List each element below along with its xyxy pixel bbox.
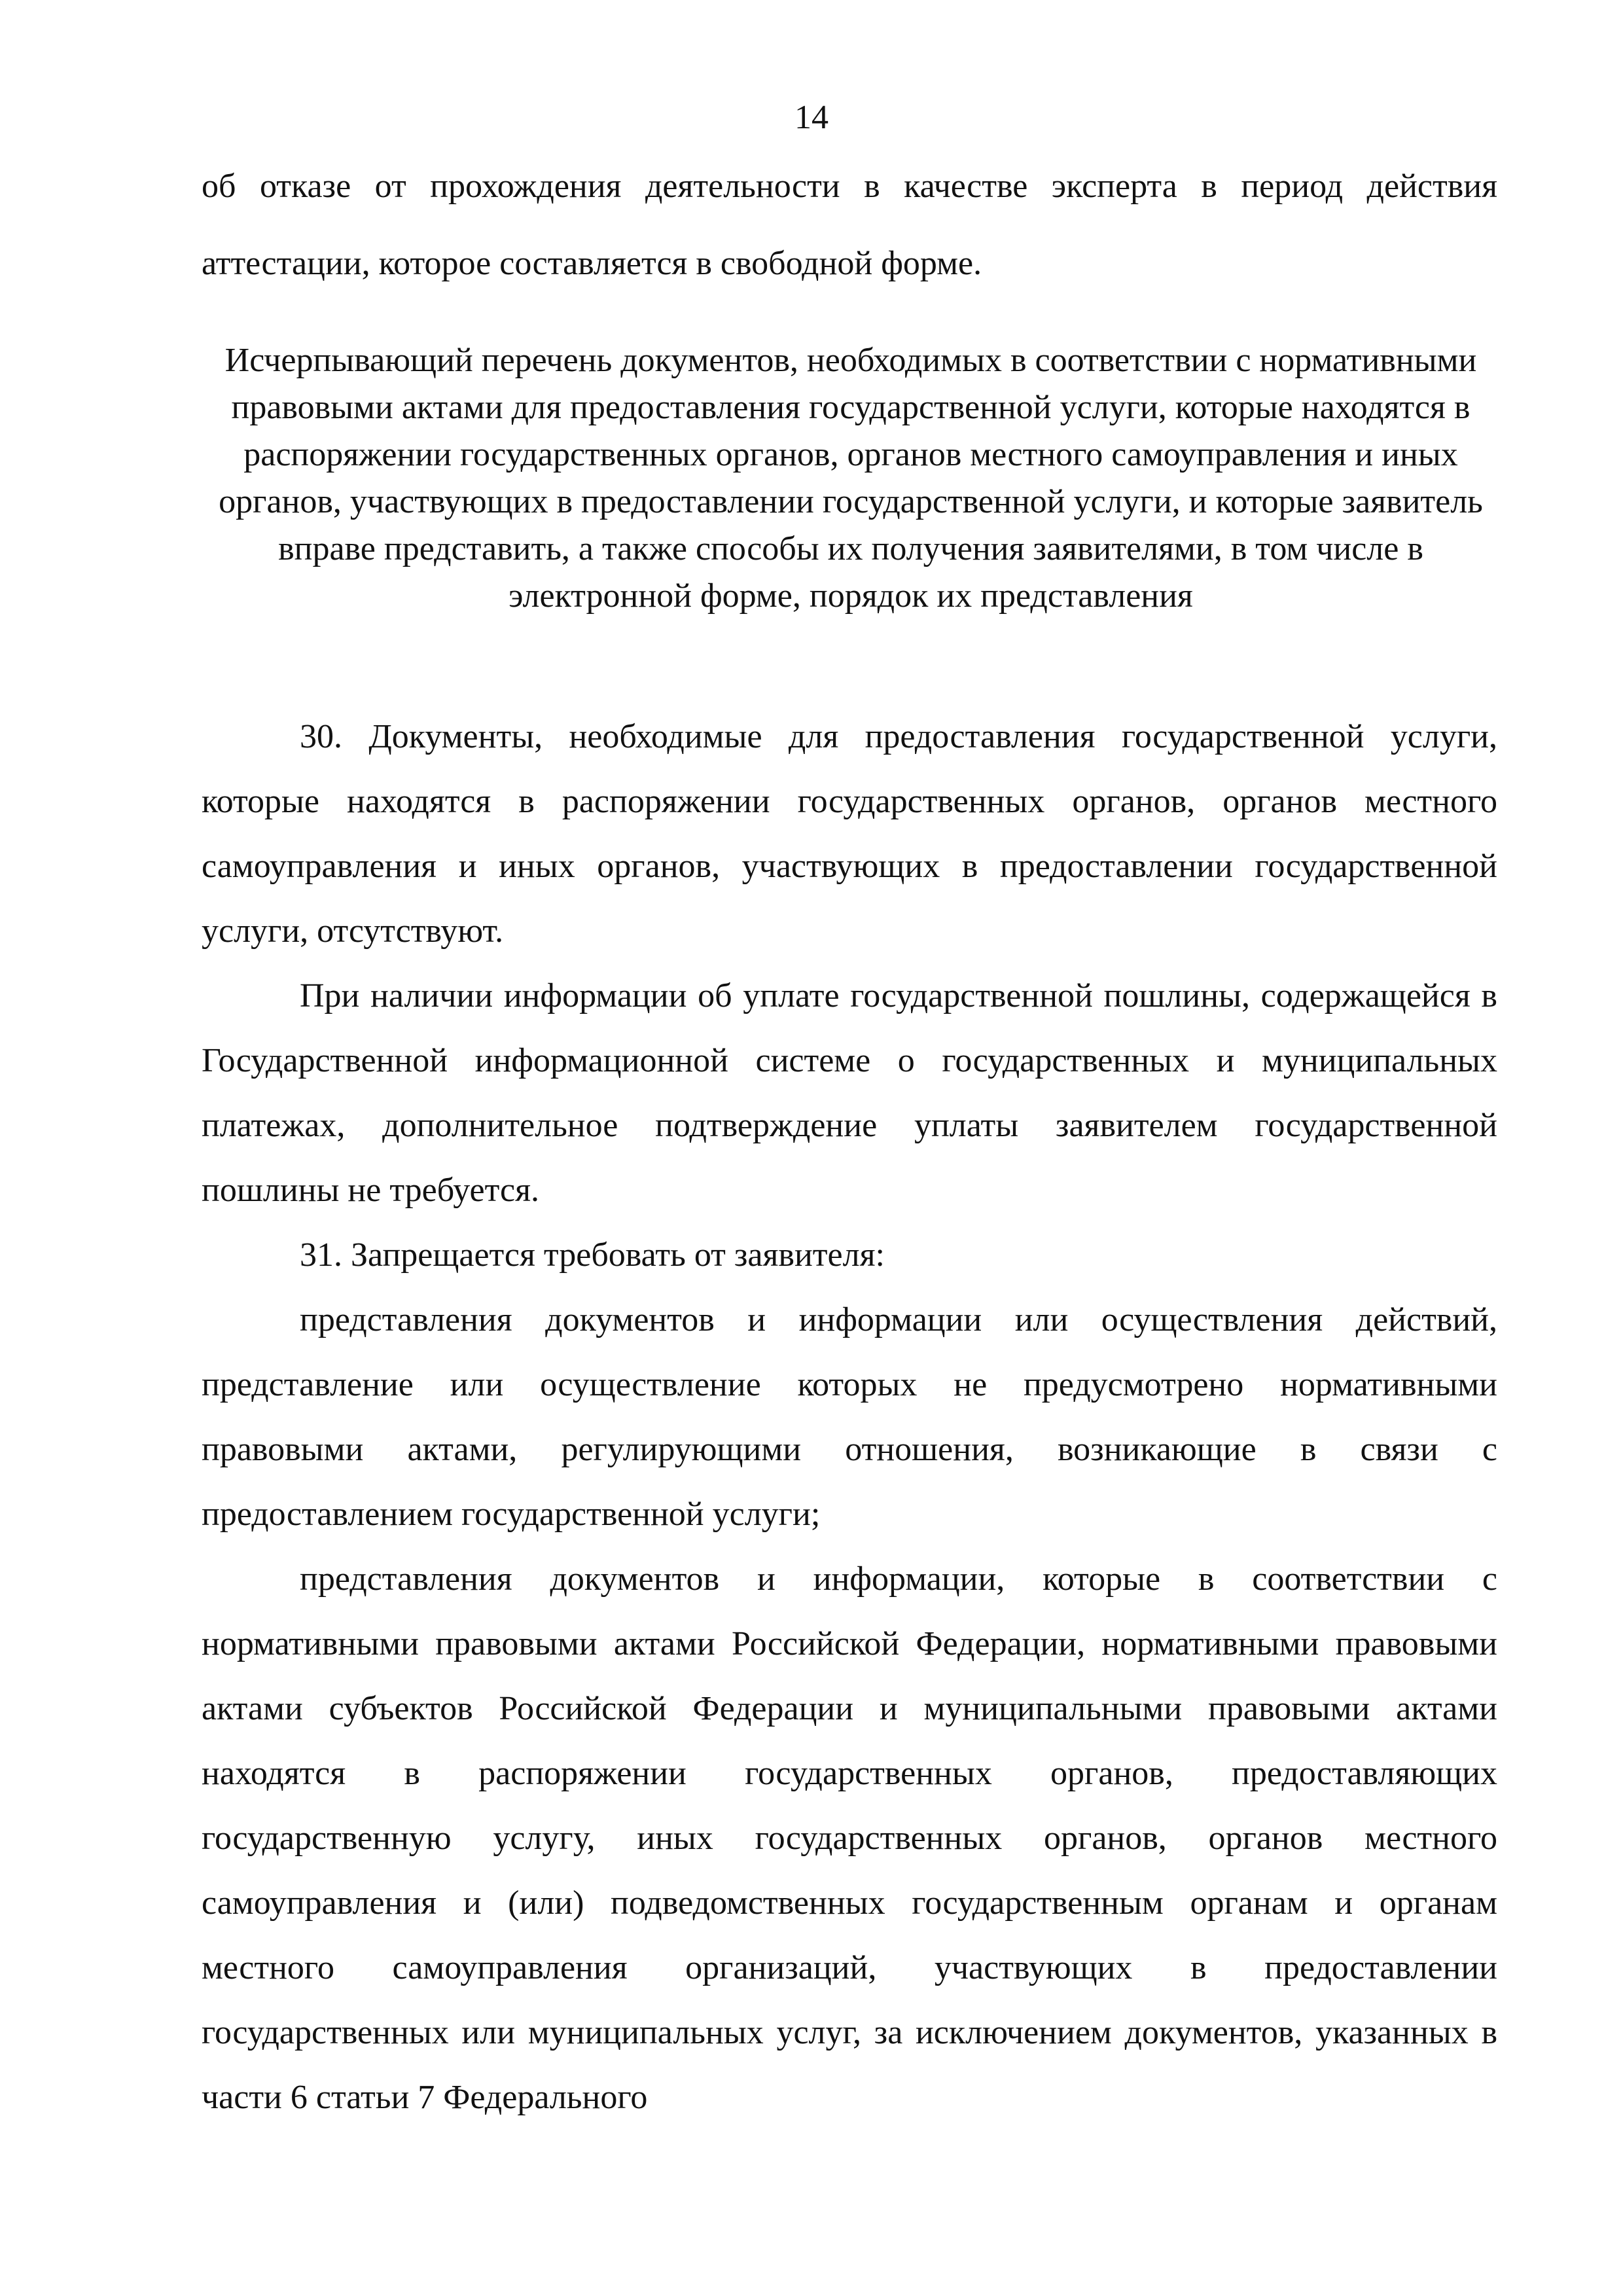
paragraph-30: 30. Документы, необходимые для предоставления государственной услуги, которые находятся в распоряжении государственных органов, органов местного самоуправления и иных органов, участвующих в предоставлении государственной услуги, отсутствуют. bbox=[202, 718, 1497, 950]
paragraph-state-fee: При наличии информации об уплате государственной пошлины, содержащейся в Государственной информационной системе о государственных и муниципальных платежах, дополнительное подтверждение уплаты заявителем государственной пошлины не требуется. bbox=[202, 977, 1497, 1209]
section-heading bbox=[196, 337, 1505, 620]
paragraph-31-item-1: представления документов и информации или осуществления действий, представление или осуществление которых не предусмотрено нормативными правовыми актами, регулирующими отношения, возникающие в связи с предоставлением государственной услуги; bbox=[202, 1301, 1497, 1533]
paragraph-31: 31. Запрещается требовать от заявителя: bbox=[300, 1236, 885, 1274]
page-number: 14 bbox=[794, 99, 829, 136]
paragraph-31-item-2: представления документов и информации, которые в соответствии с нормативными правовыми актами Российской Федерации, нормативными правовыми актами субъектов Российской Федерации и муниципальными правовыми актами находятся в распоряжении государственных органов, предоставляющих государственную услугу, иных государственных органов, органов местного самоуправления и (или) подведомственных государственным органам и органам местного самоуправления организаций, участвующих в предоставлении государственных или муниципальных услуг, за исключением документов, указанных в части 6 статьи 7 Федерального bbox=[202, 1560, 1497, 2116]
continuation-paragraph bbox=[202, 148, 1497, 302]
section-heading-text: Исчерпывающий перечень документов, необходимых в соответствии с нормативными правовыми актами для предоставления государственной услуги, которые находятся в распоряжении государственных органов, органов местного самоуправления и иных органов, участвующих в предоставлении государственной услуги, и которые заявитель вправе представить, а также способы их получения заявителями, в том числе в электронной форме, порядок их представления bbox=[219, 342, 1483, 615]
continuation-text: об отказе от прохождения деятельности в качестве эксперта в период действия аттестации, которое составляется в свободной форме. bbox=[202, 168, 1497, 282]
body-text bbox=[202, 704, 1497, 2130]
